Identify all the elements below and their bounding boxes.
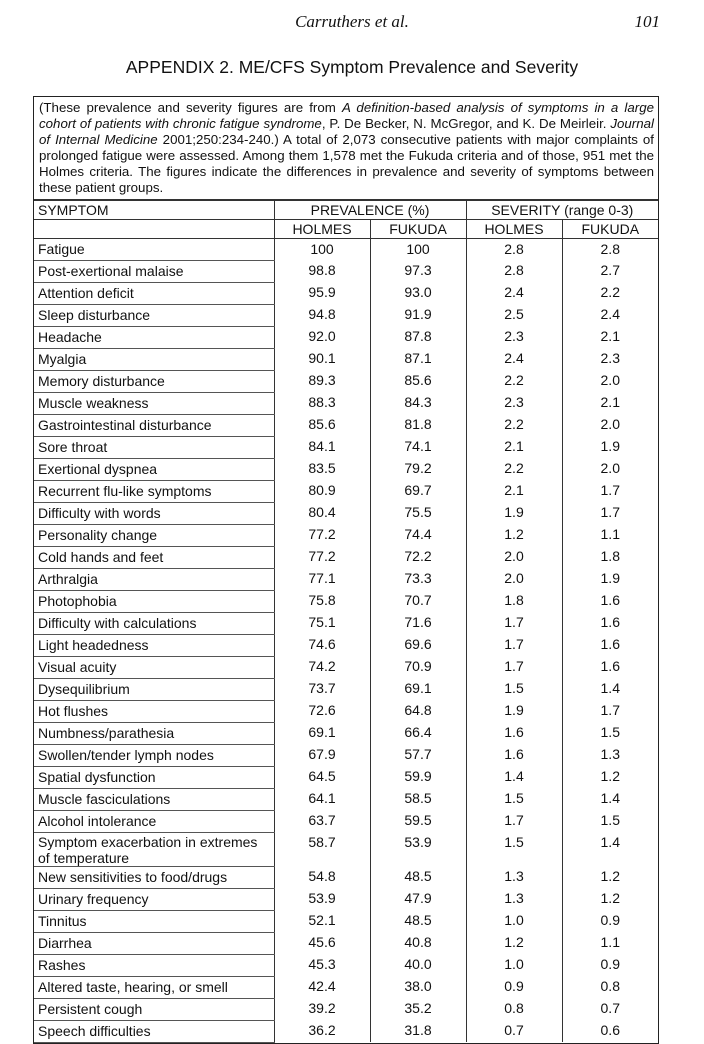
prev-holmes-cell: 95.9 xyxy=(274,282,370,304)
prev-fukuda-cell: 70.9 xyxy=(370,656,466,678)
sev-holmes-cell: 1.2 xyxy=(466,524,562,546)
symptom-cell: Difficulty with words xyxy=(34,502,274,524)
sev-fukuda-cell: 0.6 xyxy=(562,1020,658,1042)
sev-fukuda-cell: 2.7 xyxy=(562,260,658,282)
sev-fukuda-cell: 2.3 xyxy=(562,348,658,370)
table-row xyxy=(34,568,658,590)
sev-holmes-cell: 2.8 xyxy=(466,238,562,260)
table-row xyxy=(34,480,658,502)
prev-holmes-cell: 72.6 xyxy=(274,700,370,722)
symptom-cell: Personality change xyxy=(34,524,274,546)
prev-fukuda-cell: 31.8 xyxy=(370,1020,466,1042)
sev-fukuda-cell: 1.9 xyxy=(562,436,658,458)
symptom-cell: Cold hands and feet xyxy=(34,546,274,568)
table-row xyxy=(34,612,658,634)
prev-fukuda-cell: 38.0 xyxy=(370,976,466,998)
prev-holmes-cell: 74.6 xyxy=(274,634,370,656)
sev-fukuda-cell: 1.6 xyxy=(562,656,658,678)
sev-fukuda-cell: 1.4 xyxy=(562,788,658,810)
sev-fukuda-cell: 1.6 xyxy=(562,634,658,656)
sev-holmes-cell: 2.4 xyxy=(466,348,562,370)
table-row xyxy=(34,260,658,282)
symptom-cell: Difficulty with calculations xyxy=(34,612,274,634)
prev-fukuda-cell: 73.3 xyxy=(370,568,466,590)
sev-holmes-cell: 1.6 xyxy=(466,744,562,766)
prev-fukuda-cell: 87.8 xyxy=(370,326,466,348)
prev-holmes-cell: 80.9 xyxy=(274,480,370,502)
table-row xyxy=(34,656,658,678)
prev-fukuda-cell: 53.9 xyxy=(370,832,466,866)
table-row xyxy=(34,700,658,722)
sev-holmes-cell: 1.8 xyxy=(466,590,562,612)
sev-holmes-cell: 2.3 xyxy=(466,392,562,414)
symptom-cell: Numbness/parathesia xyxy=(34,722,274,744)
prev-holmes-cell: 83.5 xyxy=(274,458,370,480)
sev-fukuda-cell: 1.4 xyxy=(562,832,658,866)
prev-fukuda-cell: 57.7 xyxy=(370,744,466,766)
sev-holmes-cell: 2.2 xyxy=(466,414,562,436)
table-row xyxy=(34,282,658,304)
sev-fukuda-cell: 2.0 xyxy=(562,370,658,392)
table-body xyxy=(34,238,658,1042)
header-prev-fukuda: FUKUDA xyxy=(370,219,466,238)
header-prev-holmes: HOLMES xyxy=(274,219,370,238)
prev-holmes-cell: 94.8 xyxy=(274,304,370,326)
sev-fukuda-cell: 0.9 xyxy=(562,954,658,976)
symptom-cell: Exertional dyspnea xyxy=(34,458,274,480)
prev-fukuda-cell: 40.0 xyxy=(370,954,466,976)
sev-holmes-cell: 1.0 xyxy=(466,954,562,976)
sev-holmes-cell: 1.7 xyxy=(466,612,562,634)
prev-holmes-cell: 77.2 xyxy=(274,524,370,546)
sev-holmes-cell: 1.7 xyxy=(466,656,562,678)
sev-holmes-cell: 2.0 xyxy=(466,546,562,568)
symptom-cell: Light headedness xyxy=(34,634,274,656)
table-row xyxy=(34,458,658,480)
table-row xyxy=(34,932,658,954)
header-severity: SEVERITY (range 0-3) xyxy=(466,200,658,219)
header-symptom: SYMPTOM xyxy=(34,200,274,219)
intro-text-3: 2001;250:234-240.) A total of 2,073 consecutive patients with major complaints of prolonged fatigue were assessed. Among them 1,578 met the Fukuda criteria and of those, 951 met the Holmes criteria. The figures indicate the differences in prevalence and severity of symptoms between these patient groups. xyxy=(39,132,654,196)
prev-fukuda-cell: 81.8 xyxy=(370,414,466,436)
sev-holmes-cell: 0.7 xyxy=(466,1020,562,1042)
symptom-cell: Fatigue xyxy=(34,238,274,260)
sev-holmes-cell: 2.1 xyxy=(466,436,562,458)
symptom-cell: Recurrent flu-like symptoms xyxy=(34,480,274,502)
sev-fukuda-cell: 1.8 xyxy=(562,546,658,568)
table-row xyxy=(34,370,658,392)
sev-fukuda-cell: 1.7 xyxy=(562,480,658,502)
prev-holmes-cell: 74.2 xyxy=(274,656,370,678)
prev-fukuda-cell: 47.9 xyxy=(370,888,466,910)
header-prevalence: PREVALENCE (%) xyxy=(274,200,466,219)
sev-holmes-cell: 1.9 xyxy=(466,502,562,524)
sev-fukuda-cell: 2.1 xyxy=(562,326,658,348)
table-row xyxy=(34,910,658,932)
symptom-cell: Muscle fasciculations xyxy=(34,788,274,810)
symptom-cell: Persistent cough xyxy=(34,998,274,1020)
symptom-cell: Rashes xyxy=(34,954,274,976)
table-row xyxy=(34,524,658,546)
table-row xyxy=(34,832,658,866)
symptom-cell: Attention deficit xyxy=(34,282,274,304)
sev-holmes-cell: 2.1 xyxy=(466,480,562,502)
symptom-cell: Sore throat xyxy=(34,436,274,458)
symptom-cell: Arthralgia xyxy=(34,568,274,590)
sev-holmes-cell: 0.9 xyxy=(466,976,562,998)
prev-holmes-cell: 98.8 xyxy=(274,260,370,282)
table-row xyxy=(34,954,658,976)
prev-fukuda-cell: 58.5 xyxy=(370,788,466,810)
sev-fukuda-cell: 1.2 xyxy=(562,888,658,910)
header-blank xyxy=(34,219,274,238)
prev-fukuda-cell: 74.1 xyxy=(370,436,466,458)
table-row xyxy=(34,436,658,458)
prev-holmes-cell: 69.1 xyxy=(274,722,370,744)
table-row xyxy=(34,590,658,612)
symptom-table xyxy=(34,200,658,1043)
prev-fukuda-cell: 69.6 xyxy=(370,634,466,656)
sev-fukuda-cell: 1.7 xyxy=(562,700,658,722)
table-row xyxy=(34,392,658,414)
symptom-cell: Photophobia xyxy=(34,590,274,612)
prev-holmes-cell: 36.2 xyxy=(274,1020,370,1042)
intro-text-1: (These prevalence and severity figures are from xyxy=(39,100,342,115)
symptom-cell: Urinary frequency xyxy=(34,888,274,910)
symptom-cell: Muscle weakness xyxy=(34,392,274,414)
prev-fukuda-cell: 72.2 xyxy=(370,546,466,568)
intro-text-2: , P. De Becker, N. McGregor, and K. De Meirleir. xyxy=(321,116,611,132)
prev-holmes-cell: 39.2 xyxy=(274,998,370,1020)
symptom-cell: Post-exertional malaise xyxy=(34,260,274,282)
symptom-cell: New sensitivities to food/drugs xyxy=(34,866,274,888)
sev-fukuda-cell: 1.6 xyxy=(562,590,658,612)
intro-article-title: A definition-based analysis of symptoms in a large cohort of patients with chronic fatigue syndrome xyxy=(39,100,654,132)
running-head-author: Carruthers et al. xyxy=(295,12,409,31)
sev-fukuda-cell: 0.7 xyxy=(562,998,658,1020)
sev-fukuda-cell: 1.6 xyxy=(562,612,658,634)
prev-holmes-cell: 58.7 xyxy=(274,832,370,866)
table-row xyxy=(34,414,658,436)
prev-holmes-cell: 77.1 xyxy=(274,568,370,590)
prev-fukuda-cell: 79.2 xyxy=(370,458,466,480)
sev-holmes-cell: 2.8 xyxy=(466,260,562,282)
prev-fukuda-cell: 64.8 xyxy=(370,700,466,722)
prev-holmes-cell: 52.1 xyxy=(274,910,370,932)
table-row xyxy=(34,634,658,656)
sev-fukuda-cell: 2.0 xyxy=(562,414,658,436)
prev-holmes-cell: 42.4 xyxy=(274,976,370,998)
prev-holmes-cell: 73.7 xyxy=(274,678,370,700)
sev-fukuda-cell: 1.7 xyxy=(562,502,658,524)
prev-holmes-cell: 92.0 xyxy=(274,326,370,348)
table-row xyxy=(34,888,658,910)
sev-holmes-cell: 2.2 xyxy=(466,370,562,392)
symptom-cell: Gastrointestinal disturbance xyxy=(34,414,274,436)
sev-holmes-cell: 1.2 xyxy=(466,932,562,954)
sev-fukuda-cell: 1.1 xyxy=(562,932,658,954)
sev-holmes-cell: 1.7 xyxy=(466,810,562,832)
table-intro-note xyxy=(34,97,658,200)
sev-fukuda-cell: 1.2 xyxy=(562,766,658,788)
prev-holmes-cell: 89.3 xyxy=(274,370,370,392)
sev-holmes-cell: 1.9 xyxy=(466,700,562,722)
symptom-cell: Symptom exacerbation in extremes of temperature xyxy=(34,832,274,866)
sev-fukuda-cell: 0.9 xyxy=(562,910,658,932)
prev-holmes-cell: 67.9 xyxy=(274,744,370,766)
symptom-cell: Swollen/tender lymph nodes xyxy=(34,744,274,766)
sev-holmes-cell: 1.6 xyxy=(466,722,562,744)
table-row xyxy=(34,546,658,568)
table-row xyxy=(34,810,658,832)
sev-fukuda-cell: 1.3 xyxy=(562,744,658,766)
sev-holmes-cell: 1.0 xyxy=(466,910,562,932)
table-row xyxy=(34,348,658,370)
prev-fukuda-cell: 100 xyxy=(370,238,466,260)
table-row xyxy=(34,866,658,888)
prev-fukuda-cell: 69.1 xyxy=(370,678,466,700)
prev-fukuda-cell: 35.2 xyxy=(370,998,466,1020)
symptom-cell: Myalgia xyxy=(34,348,274,370)
prev-fukuda-cell: 40.8 xyxy=(370,932,466,954)
sev-holmes-cell: 0.8 xyxy=(466,998,562,1020)
sev-fukuda-cell: 0.8 xyxy=(562,976,658,998)
prev-fukuda-cell: 71.6 xyxy=(370,612,466,634)
prev-holmes-cell: 75.1 xyxy=(274,612,370,634)
sev-holmes-cell: 2.3 xyxy=(466,326,562,348)
sev-holmes-cell: 2.0 xyxy=(466,568,562,590)
sev-fukuda-cell: 1.1 xyxy=(562,524,658,546)
prev-fukuda-cell: 91.9 xyxy=(370,304,466,326)
symptom-cell: Tinnitus xyxy=(34,910,274,932)
sev-fukuda-cell: 1.5 xyxy=(562,810,658,832)
table-row xyxy=(34,976,658,998)
sev-fukuda-cell: 1.2 xyxy=(562,866,658,888)
sev-fukuda-cell: 1.4 xyxy=(562,678,658,700)
sev-holmes-cell: 1.5 xyxy=(466,832,562,866)
prev-holmes-cell: 77.2 xyxy=(274,546,370,568)
prev-fukuda-cell: 84.3 xyxy=(370,392,466,414)
prev-fukuda-cell: 93.0 xyxy=(370,282,466,304)
running-head xyxy=(0,12,704,36)
table-row xyxy=(34,722,658,744)
header-sev-holmes: HOLMES xyxy=(466,219,562,238)
prev-fukuda-cell: 59.9 xyxy=(370,766,466,788)
symptom-cell: Dysequilibrium xyxy=(34,678,274,700)
sev-holmes-cell: 1.3 xyxy=(466,866,562,888)
symptom-cell: Speech difficulties xyxy=(34,1020,274,1042)
table-row xyxy=(34,998,658,1020)
symptom-cell: Alcohol intolerance xyxy=(34,810,274,832)
symptom-cell: Memory disturbance xyxy=(34,370,274,392)
sev-holmes-cell: 1.5 xyxy=(466,678,562,700)
sev-holmes-cell: 1.5 xyxy=(466,788,562,810)
prev-holmes-cell: 100 xyxy=(274,238,370,260)
table-row xyxy=(34,326,658,348)
page-number: 101 xyxy=(634,12,660,31)
sev-fukuda-cell: 2.1 xyxy=(562,392,658,414)
prev-fukuda-cell: 85.6 xyxy=(370,370,466,392)
table-row xyxy=(34,766,658,788)
prev-holmes-cell: 64.5 xyxy=(274,766,370,788)
sev-fukuda-cell: 2.8 xyxy=(562,238,658,260)
prev-fukuda-cell: 66.4 xyxy=(370,722,466,744)
sev-fukuda-cell: 1.5 xyxy=(562,722,658,744)
prev-holmes-cell: 90.1 xyxy=(274,348,370,370)
sev-holmes-cell: 2.2 xyxy=(466,458,562,480)
sev-fukuda-cell: 2.2 xyxy=(562,282,658,304)
prev-holmes-cell: 63.7 xyxy=(274,810,370,832)
sev-fukuda-cell: 2.4 xyxy=(562,304,658,326)
prev-fukuda-cell: 70.7 xyxy=(370,590,466,612)
sev-fukuda-cell: 1.9 xyxy=(562,568,658,590)
prev-holmes-cell: 53.9 xyxy=(274,888,370,910)
sev-holmes-cell: 1.7 xyxy=(466,634,562,656)
prev-holmes-cell: 88.3 xyxy=(274,392,370,414)
sev-holmes-cell: 2.4 xyxy=(466,282,562,304)
prev-holmes-cell: 84.1 xyxy=(274,436,370,458)
table-header xyxy=(34,200,658,238)
prev-holmes-cell: 80.4 xyxy=(274,502,370,524)
symptom-table-box xyxy=(33,96,659,1044)
prev-holmes-cell: 75.8 xyxy=(274,590,370,612)
table-row xyxy=(34,788,658,810)
prev-fukuda-cell: 74.4 xyxy=(370,524,466,546)
table-row xyxy=(34,238,658,260)
prev-fukuda-cell: 48.5 xyxy=(370,866,466,888)
symptom-cell: Sleep disturbance xyxy=(34,304,274,326)
header-sev-fukuda: FUKUDA xyxy=(562,219,658,238)
sev-holmes-cell: 1.4 xyxy=(466,766,562,788)
prev-holmes-cell: 64.1 xyxy=(274,788,370,810)
table-row xyxy=(34,304,658,326)
prev-fukuda-cell: 97.3 xyxy=(370,260,466,282)
prev-holmes-cell: 45.3 xyxy=(274,954,370,976)
table-row xyxy=(34,744,658,766)
prev-fukuda-cell: 75.5 xyxy=(370,502,466,524)
symptom-cell: Hot flushes xyxy=(34,700,274,722)
table-row xyxy=(34,1020,658,1042)
table-row xyxy=(34,678,658,700)
symptom-cell: Altered taste, hearing, or smell xyxy=(34,976,274,998)
symptom-cell: Diarrhea xyxy=(34,932,274,954)
prev-fukuda-cell: 87.1 xyxy=(370,348,466,370)
page-title: APPENDIX 2. ME/CFS Symptom Prevalence and Severity xyxy=(125,57,579,77)
sev-fukuda-cell: 2.0 xyxy=(562,458,658,480)
prev-fukuda-cell: 69.7 xyxy=(370,480,466,502)
table-row xyxy=(34,502,658,524)
prev-holmes-cell: 85.6 xyxy=(274,414,370,436)
symptom-cell: Spatial dysfunction xyxy=(34,766,274,788)
prev-holmes-cell: 45.6 xyxy=(274,932,370,954)
prev-fukuda-cell: 48.5 xyxy=(370,910,466,932)
symptom-cell: Visual acuity xyxy=(34,656,274,678)
sev-holmes-cell: 1.3 xyxy=(466,888,562,910)
sev-holmes-cell: 2.5 xyxy=(466,304,562,326)
prev-fukuda-cell: 59.5 xyxy=(370,810,466,832)
intro-journal-name: Journal of Internal Medicine xyxy=(39,116,654,148)
symptom-cell: Headache xyxy=(34,326,274,348)
prev-holmes-cell: 54.8 xyxy=(274,866,370,888)
